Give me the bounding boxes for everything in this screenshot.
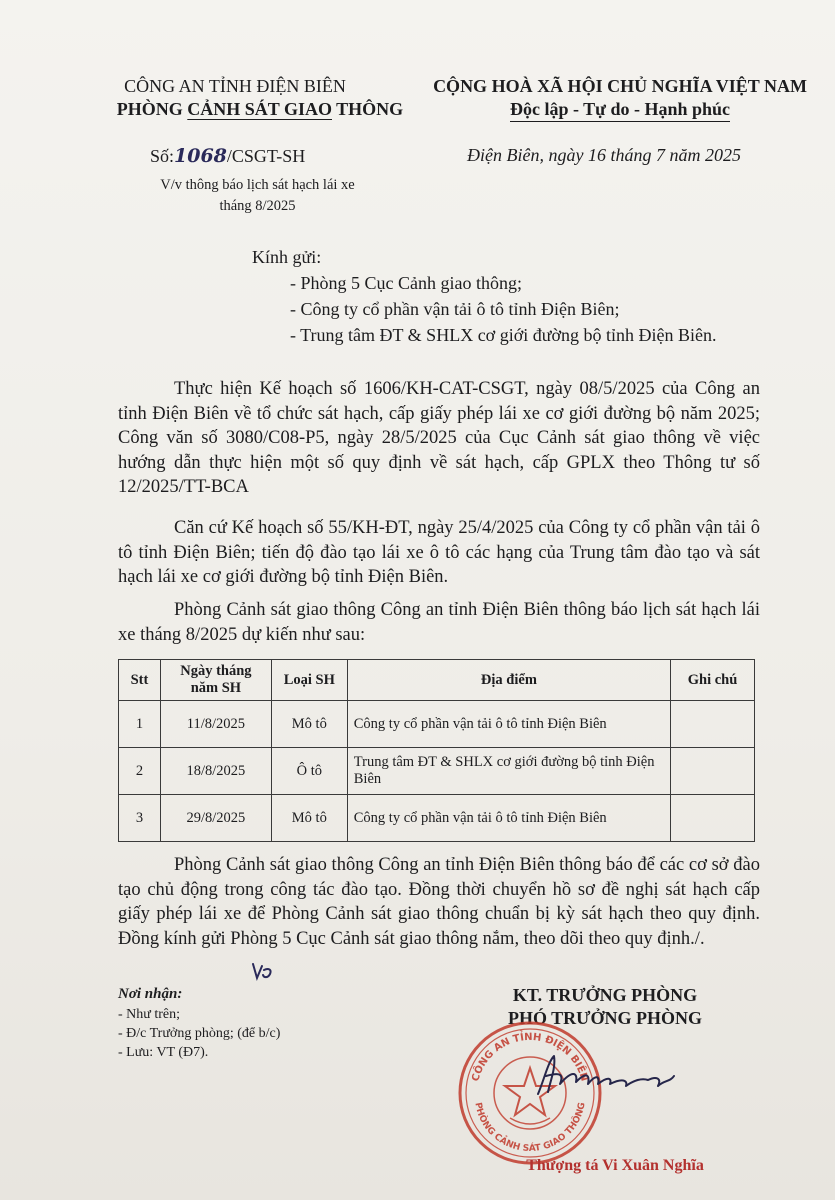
signer-name: Thượng tá Vi Xuân Nghĩa — [526, 1157, 704, 1174]
header-date — [160, 660, 271, 701]
subject-line-1: V/v thông báo lịch sát hạch lái xe — [160, 177, 355, 193]
handwritten-initial-icon — [250, 960, 276, 982]
doc-no-suffix: /CSGT-SH — [226, 146, 306, 166]
department-underlined: CẢNH SÁT GIAO — [187, 99, 332, 119]
table-row — [119, 795, 755, 842]
national-motto-text: Độc lập - Tự do - Hạnh phúc — [510, 99, 730, 122]
doc-no-prefix: Số: — [150, 146, 175, 166]
cell-place: Trung tâm ĐT & SHLX cơ giới đường bộ tỉnh Điện Biên — [347, 748, 670, 795]
cell-date: 29/8/2025 — [160, 795, 271, 842]
svg-text:CÔNG AN TỈNH ĐIỆN BIÊN: CÔNG AN TỈNH ĐIỆN BIÊN — [470, 1031, 590, 1083]
cell-place: Công ty cổ phần vận tải ô tô tỉnh Điện Biên — [347, 701, 670, 748]
body-paragraph-1: Thực hiện Kế hoạch số 1606/KH-CAT-CSGT, ngày 08/5/2025 của Công an tỉnh Điện Biên về tổ chức sát hạch, cấp giấy phép lái xe cơ giới đường bộ năm 2025; Công văn số 3080/C08-P5, ngày 28/5/2025 của Cục Cảnh sát giao thông về việc hướng dẫn thực hiện một số quy định về sát hạch, cấp GPLX theo Thông tư số 12/2025/TT-BCA — [118, 379, 760, 497]
document-subject — [150, 175, 365, 217]
department-suffix: THÔNG — [332, 99, 404, 119]
distribution-label: Nơi nhận: — [118, 986, 183, 1002]
distribution-item: - Như trên; — [118, 1007, 181, 1022]
cell-note — [671, 701, 755, 748]
table-row — [119, 748, 755, 795]
cell-type: Ô tô — [271, 748, 347, 795]
header-date-line-2: năm SH — [190, 680, 242, 696]
distribution-item: - Lưu: VT (Đ7). — [118, 1045, 209, 1060]
issuing-authority: CÔNG AN TỈNH ĐIỆN BIÊN — [124, 76, 346, 96]
distribution-item: - Đ/c Trưởng phòng; (để b/c) — [118, 1026, 281, 1041]
cell-date: 18/8/2025 — [160, 748, 271, 795]
cell-stt: 1 — [119, 701, 161, 748]
issuing-department — [100, 99, 420, 120]
header-stt: Stt — [119, 660, 161, 701]
signer-title-1: KT. TRƯỞNG PHÒNG — [512, 985, 698, 1005]
body-paragraph-4: Phòng Cảnh sát giao thông Công an tỉnh Điện Biên thông báo để các cơ sở đào tạo chủ động trong công tác đào tạo. Đồng thời chuyển hồ sơ đề nghị sát hạch cấp giấy phép lái xe để Phòng Cảnh sát giao thông chuẩn bị kỳ sát hạch theo quy định. Đồng kính gửi Phòng 5 Cục Cảnh sát giao thông nắm, theo dõi theo quy định./. — [118, 855, 760, 949]
department-prefix: PHÒNG — [116, 99, 188, 119]
subject-line-2: tháng 8/2025 — [219, 198, 296, 214]
signature-icon — [530, 1050, 680, 1100]
national-motto — [480, 99, 760, 120]
svg-text:PHÒNG CẢNH SÁT GIAO THÔNG: PHÒNG CẢNH SÁT GIAO THÔNG — [472, 1101, 588, 1155]
cell-date: 11/8/2025 — [160, 701, 271, 748]
body-paragraph-2: Căn cứ Kế hoạch số 55/KH-ĐT, ngày 25/4/2025 của Công ty cổ phần vận tải ô tô tỉnh Điện Biên; tiến độ đào tạo lái xe ô tô các hạng của Trung tâm đào tạo và sát hạch lái xe cơ giới đường bộ tỉnh Điện Biên. — [118, 518, 760, 587]
cell-note — [671, 795, 755, 842]
doc-no-handwritten: 1068 — [174, 145, 227, 167]
body-paragraph-3: Phòng Cảnh sát giao thông Công an tỉnh Điện Biên thông báo lịch sát hạch lái xe tháng 8/2025 dự kiến như sau: — [118, 600, 760, 645]
recipient-item: - Trung tâm ĐT & SHLX cơ giới đường bộ tỉnh Điện Biên. — [290, 325, 717, 345]
cell-place: Công ty cổ phần vận tải ô tô tỉnh Điện Biên — [347, 795, 670, 842]
cell-type: Mô tô — [271, 795, 347, 842]
table-row — [119, 701, 755, 748]
document-date: Điện Biên, ngày 16 tháng 7 năm 2025 — [467, 145, 741, 165]
cell-stt: 3 — [119, 795, 161, 842]
header-place: Địa điểm — [347, 660, 670, 701]
recipients-label: Kính gửi: — [252, 247, 322, 267]
cell-stt: 2 — [119, 748, 161, 795]
table-header-row — [119, 660, 755, 701]
cell-type: Mô tô — [271, 701, 347, 748]
cell-note — [671, 748, 755, 795]
recipient-item: - Phòng 5 Cục Cảnh giao thông; — [290, 273, 522, 293]
national-title: CỘNG HOÀ XÃ HỘI CHỦ NGHĨA VIỆT NAM — [433, 76, 807, 96]
schedule-table — [118, 659, 755, 842]
signer-title-2: PHÓ TRƯỞNG PHÒNG — [507, 1008, 702, 1028]
header-note: Ghi chú — [671, 660, 755, 701]
recipient-item: - Công ty cổ phần vận tải ô tô tỉnh Điện Biên; — [290, 299, 620, 319]
header-date-line-1: Ngày tháng — [180, 663, 252, 679]
document-number — [150, 145, 305, 167]
header-type: Loại SH — [271, 660, 347, 701]
